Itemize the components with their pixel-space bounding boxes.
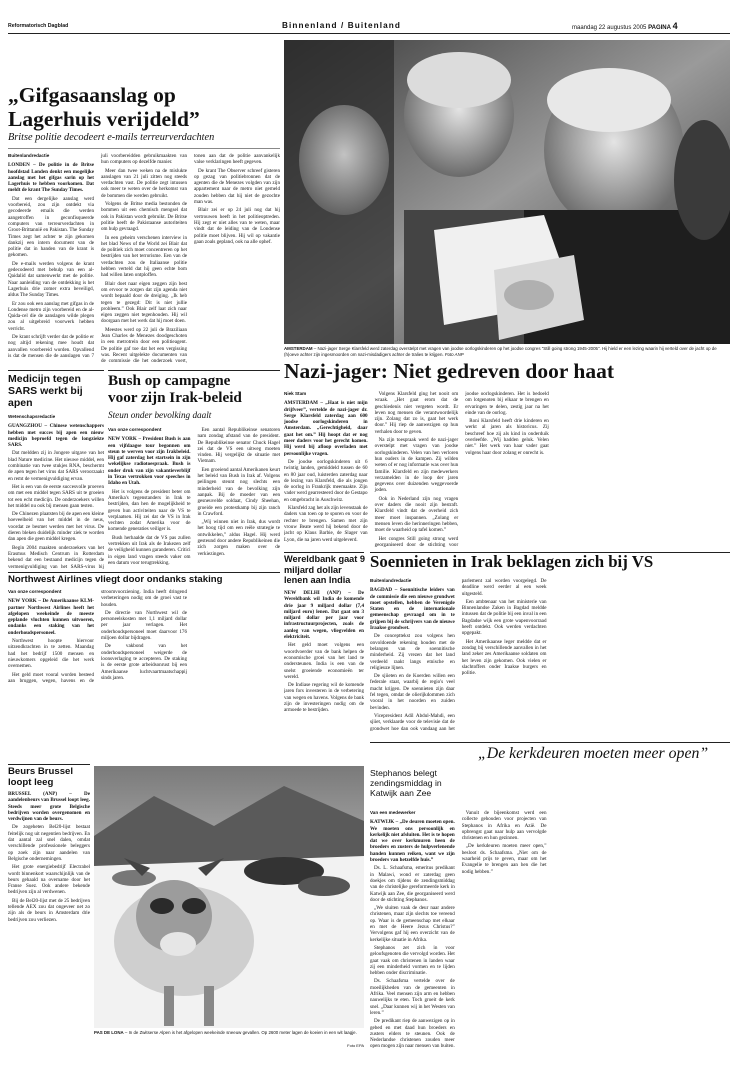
kerk-paragraph: Vanuit de bijeenkomst werd een collecte gehouden voor projecten van Stephanos in Afrika en Azië. De opbrengst gaat naar hulp aan vervolgde christenen en hun gezinnen. [461, 810, 547, 842]
kerk-paragraph: De predikant riep de aanwezigen op in gebed en met daad hun broeders en zusters elders te steunen. Ook de Nederlandse christenen zouden meer open mogen zijn naar mensen van buiten. [370, 1018, 455, 1050]
sars-paragraph: GUANGZHOU – Chinese wetenschappers hebben met succes bij apen een nieuw medicijn beproefd tegen de longziekte SARS. [8, 423, 104, 449]
northwest-headline: Northwest Airlines vliegt door ondanks staking [8, 574, 223, 585]
nazi-paragraph: Na zijn toespraak werd de nazi-jager overstelpt met vragen van joodse oorlogskinderen. Velen van hen verloren hun ouders in de kampen. Zij wilden weten of er nog informatie was over hun familie. Klarsfeld en zijn medewerkers verzamelden in de loop der jaren gegevens over duizenden weggevoerde joden. [374, 437, 459, 494]
header-rule [8, 33, 730, 34]
soennieten-byline: Buitenlandredactie [370, 578, 412, 583]
photo-top-caption [284, 346, 730, 358]
nazi-paragraph: Het congres Still going strong werd georganiseerd door de stichting voor joodse oorlogskinderen. Het is bedoeld om lotgenoten bij elkaar te brengen en ervaringen te delen, zestig jaar na het einde van de oorlog. [374, 391, 549, 548]
lead-paragraph: Meestes werd op 22 juli de Braziliaan Jean Charles de Menezes doodgeschoten in een metrotrein door een politieagent. De politie gaf toe dat het een vergissing was. Recent uitgelekte documenten van de commissie die het onderzoek voert, tonen aan dat de politie aanvankelijk valse verklaringen heeft gegeven. [101, 153, 280, 365]
lead-paragraph: Volgens de Britse media bestonden de bommen uit een chemisch mengsel dat ook in Pakistan wordt gebruikt. De Britse politie heeft de Pakistaanse autoriteiten om hulp gevraagd. [101, 201, 187, 233]
kerk-top-rule [370, 742, 730, 743]
bush-headline-line2: voor zijn Irak-beleid [108, 389, 242, 406]
northwest-top-rule [8, 572, 280, 573]
photo-bottom-caption [94, 1030, 364, 1042]
header-paper-name: Reformatorisch Dagblad [8, 23, 69, 29]
sars-paragraph: De Chinezen plaatsten bij de apen een kleine hoeveelheid van het middel in de neus, voordat ze besmet werden met het virus. De dieren bleken duidelijk minder ziek te worden dan apen die geen middel kregen. [8, 511, 104, 543]
nazi-body [284, 391, 730, 549]
india-top-rule [284, 552, 364, 553]
lead-paragraph: Er zou ook een aanslag met gifgas in de Londense metro zijn voorbereid en de al-Qaida-cel die de aanslagen wilde plegen zou al uitgebreid voorwerk hebben verricht. [8, 300, 94, 332]
nazi-paragraph: De joodse oorlogskinderen uit 6 twintig landen, gemiddeld tussen de 60 en 80 jaar oud, luisterden zaterdag naar de lezing van Klarsfeld, die als jongen de oorlog in Frankrijk meemaakte. Zijn vader werd gearresteerd door de Gestapo en omgebracht in Auschwitz. [284, 458, 368, 503]
kerk-paragraph: Ds. L. Schaafsma, emeritus predikant in Malawi, wond er zaterdag geen doekjes om tijdens de zendingsmiddag van de christelijke gereformeerde kerk in Katwijk aan Zee, die georganiseerd werd door de stichting Stephanos. [370, 865, 455, 903]
india-paragraph: Het geld moet volgens een woordvoerder van de bank helpen de economische groei van het land te ondersteunen. India is een van de snelst groeiende economieën ter wereld. [284, 642, 364, 680]
northwest-byline: Van onze correspondent [8, 589, 62, 594]
bush-top-rule [108, 370, 280, 371]
photo-top-caption-text: – Nazi-jager Serge Klarsfeld werd zaterdag overstelpt met vragen van joodse oorlogskinderen op het joodse congres "Still going strong 1945-2005". Hij hield er een lezing waarin hij verteld over de jacht op de (h)oeve achter zijn ingesmoorden om nazi-misdadigers achter de tralies te krijgen. [284, 346, 717, 357]
lead-paragraph: Meer dan twee weken na de mislukte aanslagen van 21 juli zitten nog steeds verdachten vast. De politie zegt intussen ook meer te weten over de herkomst van de bommen die werden gebruikt. [101, 167, 187, 199]
lead-byline: Buitenlandredactie [8, 153, 50, 158]
lead-paragraph: Dat een dergelijke aanslag werd voorbereid, zou zijn ontdekt via gecodeerde emails die werden aangetroffen in geconfisqueerde computers van terreurverdachten in Groot-Brittannië en Pakistan. The Sunday Times zegt het achter te zijn gekomen dankzij een intern document van de politie dat in handen van de krant is gekomen. [8, 195, 94, 259]
kerk-headline: „De kerkdeuren moeten meer open” [478, 745, 709, 762]
nazi-paragraph: Klarsfeld zag het als zijn levenstaak de daders van toen op te sporen en voor de rechter te brengen. Samen met zijn vrouw Beate werd hij bekend door de jacht op Klaus Barbie, de Slager van Lyon, die na jaren werd uitgeleverd. [284, 505, 368, 543]
beurs-top-rule [8, 764, 90, 765]
bush-byline: Van onze correspondent [108, 427, 162, 432]
lead-paragraph: De krant The Observer schreef gisteren op gezag van politiebronnen dat de agenten die de Menezes volgden van zijn appartement naar de metro niet gemeld zouden hebben dat hij niet de gezochte man was. [194, 167, 280, 206]
lead-paragraph: LONDEN – De politie in de Britse hoofdstad Londen denkt een mogelijke aanslag met het gifgas sarin op het Lagerhuis te hebben voorkomen. Dat meldt de krant The Sunday Times. [8, 162, 94, 194]
nazi-byline: Niek Stam [284, 391, 307, 396]
kerk-paragraph: Ds. Schaafsma vertelde over de moeilijkheden van de gemeenten in Afrika. Veel mensen zijn arm en hebben nauwelijks te eten. Toch groeit de kerk snel. „Daar kunnen wij in het Westen van leren.” [370, 978, 455, 1016]
kerk-paragraph: Stephanos zet zich in voor geloofsgenoten die vervolgd worden. Het gaat vaak om christenen in landen waar zij een minderheid vormen en te lijden hebben onder discriminatie. [370, 944, 455, 977]
beurs-headline-line1: Beurs Brussel [8, 766, 74, 777]
photo-top-credit: Foto ANP [444, 351, 464, 357]
photo-bottom-caption-label: PAS DE LONA [94, 1030, 124, 1035]
kerk-paragraph: „We sluiten vaak de deur naar andere christenen, maar zijn slechts toe vereend op. Waar is de gemeenschap met elkaar en met de Heere Jezus Christus?” Vervolgens gaf hij een overzicht van de kerkelijke situatie in Afrika. [370, 905, 455, 943]
northwest-paragraph: De vakbond van het onderhoudspersoneel weigerde de loonsverlaging te accepteren. De staking is de eerste grote arbeidsonrust bij een Amerikaanse luchtvaartmaatschappij sinds jaren. [101, 643, 187, 681]
northwest-paragraph: Northwest hoopte hiervoor uitzendkrachten in te zetten. Maandag had het bedrijf 1500 mensen en nieuwkomers opgeleid die het werk overnemen. [8, 638, 94, 670]
soennieten-paragraph: De sjiieten en de Koerden willen een federale staat, waarbij de regio's veel macht krijgen. De soennieten zijn daar fel tegen, omdat de olierijkdommen zich vooral in het noorden en zuiden bevinden. [370, 673, 455, 711]
sars-paragraph: Het is een van de eerste succesvolle proeven om met een middel tegen SARS uit te groeien tot een echt medicijn. De onderzoekers willen het middel nu ook bij mensen gaan testen. [8, 483, 104, 509]
bush-subhead: Steun onder bevolking daalt [108, 410, 212, 420]
photo-nazi-hunter [284, 40, 730, 344]
lead-paragraph: Blair doet naar eigen zeggen zijn best om ervoor te zorgen dat zijn agenda niet wordt bepaald door de dreiging. „Ik heb tegen te gezegd: Dit is niet jullie probleem.” Ook Blair zelf laat zich naar eigen zeggen niet tegenhouden. Hij wil doorgaan met het werk dat hij moet doen. [101, 280, 187, 325]
header-page-label: PAGINA [648, 25, 671, 31]
sars-headline: Medicijn tegen SARS werkt bij apen [8, 373, 83, 410]
northwest-body [8, 589, 280, 689]
lead-paragraph: De krant schrijft verder dat de politie er nog altijd rekening mee houdt dat aanvallen voorbereid worden. Opvallend is dat de mensen die de aanslagen van 7 juli voorbereidden gebruikmaakten van hun computers op dezelfde manier. [8, 153, 187, 359]
soennieten-paragraph: Een ambtenaar van het ministerie van Binnenlandse Zaken in Bagdad meldde intussen dat de politie bij een inval in een Bagdadse wijk een grote wapenvoorraad heeft ontdekt. Ook werden verdachten opgepakt. [461, 598, 547, 637]
soennieten-body [370, 578, 730, 738]
kerk-byline: Van een medewerker [370, 810, 416, 815]
bush-paragraph: Het is volgens de president beter om Amerika's tegenstanders in Irak te bestrijden, dan hen de mogelijkheid te geven hun activiteiten naar de VS te verplaatsen. Hij zei dat de VS in Irak vechten zodat Amerika voor de komende generaties veiliger is. [108, 488, 191, 533]
nazi-paragraph: Roni Klarsfeld heeft drie kinderen en werkt al jaren als historicus. Zij beschreef hoe zij als kind in onderduik overleefde. „Wij hadden geluk. Velen niet.” Het werk van haar vader gaat volgens haar door zolang er onrecht is. [465, 418, 549, 456]
nazi-paragraph: Ook in Nederland zijn nog vragen over daders die nooit zijn bestraft. Klarsfeld vindt dat de overheid zich meer moet inspannen. „Zolang er mensen leven die herinneringen hebben, moet de waarheid op tafel komen.” [374, 495, 459, 534]
beurs-paragraph: Het grote energiebedrijf Electrabel wordt binnenkort waarschijnlijk van de beurs gehaald na overname door het Franse Suez. Ook andere bekende bedrijven zijn al verdwenen. [8, 864, 90, 896]
lead-body [8, 153, 280, 365]
photo-cows-image [94, 766, 364, 1028]
photo-top-caption-label: AMSTERDAM [284, 346, 313, 351]
sars-paragraph: Begin 2004 maakten onderzoekers van het Erasmus Medisch Centrum in Rotterdam bekend dat een bestaand medicijn tegen de vermenigvuldiging van het SARS-virus bij [8, 544, 104, 569]
northwest-paragraph: NEW YORK – De Amerikaanse KLM-partner Northwest Airlines heeft het afgelopen weekeinde de meeste geplande vluchten kunnen uitvoeren, ondanks een staking van het onderhoudspersoneel. [8, 598, 94, 636]
photo-bottom-credit: Foto EPA [347, 1043, 364, 1048]
soennieten-paragraph: BAGDAD – Soennitische leiders van de commissie die een nieuwe grondwet moet opstellen, hebben de Verenigde Staten en de internationale gemeenschap gevraagd om in te grijpen bij de schrijvers van de nieuwe Iraakse grondwet. [370, 587, 455, 632]
photo-cows [94, 766, 364, 1028]
bush-paragraph: Een groeiend aantal Amerikanen keurt het beleid van Bush in Irak af. Volgens peilingen steunt nog slechts een minderheid van de bevolking zijn aanpak. Bij de moeder van een gesneuvelde soldaat, Cindy Sheehan, groeide een protestkamp bij zijn ranch in Crawford. [197, 466, 280, 517]
header-page-number: 4 [672, 21, 678, 31]
bush-body [108, 427, 280, 569]
lead-paragraph: In een geheim verschenen interview in het blad News of the World zei Blair dat de politiek zich moet concentreren op het bestrijden van het terrorisme. Een van de verdachten zou de Italiaanse politie hebben verteld dat hij geen echte bom had willen laten ontploffen. [101, 234, 187, 279]
bush-paragraph: Een aantal Republikeinse senatoren nam zondag afstand van de president. De Republikeinse senator Chuck Hagel zei dat de VS een uitweg moeten vinden. Hij vergelijkt de situatie met Vietnam. [197, 427, 280, 465]
header-section: Binnenland / Buitenland [282, 21, 402, 30]
beurs-paragraph: Bij de Bel20-lijst met de 25 bedrijven tellende AEX zou dat ongeveer net zo zijn als de beurs in Amsterdam drie bedrijven zou verliezen. [8, 897, 90, 923]
lead-sub-rule [8, 148, 280, 149]
kerk-body [370, 810, 730, 1060]
sars-body [8, 414, 104, 569]
nazi-paragraph: Volgens Klarsfeld ging het nooit om wraak. „Het gaat erom dat de geschiedenis niet vergeten wordt. Er leven nog mensen die verantwoordelijk zijn. Zolang dat zo is, gaat het werk door.” Hij riep de aanwezigen op hun verhalen door te geven. [374, 391, 459, 435]
bush-paragraph: Bush herhaalde dat de VS pas zullen vertrekken uit Irak als de Irakezen zelf de veiligheid kunnen garanderen. Critici in eigen land vragen steeds vaker om een datum voor terugtrekking. [108, 534, 191, 566]
soennieten-paragraph: Vicepresident Adil Abdul-Mahdi, een sjiiet, verklaarde voor de televisie dat de grondwet hoe dan ook vandaag aan het parlement zal worden voorgelegd. De deadline werd eerder al een week uitgesteld. [370, 578, 547, 732]
india-paragraph: NEW DELHI (ANP) – De Wereldbank wil India de komende drie jaar 9 miljard dollar (7,4 miljard euro) lenen. Dat gaat om 3 miljard dollar per jaar voor infrastructuurprojecten, zoals de aanleg van wegen, vliegvelden en elektriciteit. [284, 590, 364, 641]
beurs-headline-line2: loopt leeg [8, 777, 54, 788]
lead-paragraph: Blair zei er op 24 juli nog dat hij vertrouwen heeft in het politieoptreden. Hij zegt er niet alles van te weten, maar vindt dat de leiding van de Londense politie moet blijven. Hij wil op vakantie gaan zoals gepland, ook na alle ophef. [194, 207, 280, 245]
sars-top-rule [8, 370, 104, 371]
sars-byline: Wetenschapsredactie [8, 414, 56, 419]
bush-headline-line1: Bush op campagne [108, 372, 231, 389]
bush-paragraph: NEW YORK – President Bush is aan een vijfdaagse tour begonnen om steun te werven voor zijn Irakbeleid. Hij gaf zaterdag het startsein in zijn wekelijkse radiotoespraak. Bush is onder druk van zijn vakantieverblijf in Texas vertrokken voor speeches in Idaho en Utah. [108, 436, 191, 487]
sars-paragraph: Dat meldden zij in Jongere uitgave van het blad Nature medicine. Het nieuwe middel, een combinatie van twee stukjes RNA, beschermt de apen tegen het virus dat SARS veroorzaakt en remt de vermenigvuldiging ervan. [8, 450, 104, 482]
kerk-subheadline: Stephanos belegt zendingsmiddag in Katwijk aan Zee [370, 768, 442, 799]
beurs-paragraph: De zogeheten Bel20-lijst bestaat feitelijk nog uit negentien bedrijven. En dat aantal zal snel dalen, omdat verschillende professionele beleggers op zoek zijn naar aandelen van Belgische ondernemingen. [8, 824, 90, 862]
beurs-headline [8, 766, 94, 788]
lead-subhead: Britse politie decodeert e-mails terreurverdachten [8, 132, 215, 143]
nazi-headline: Nazi-jager: Niet gedreven door haat [284, 359, 614, 383]
lead-headline-line2: Lagerhuis verijdeld” [8, 106, 200, 131]
nazi-paragraph: AMSTERDAM – „Haat is niet mijn drijfveer”, vertelde de nazi-jager dr. Serge Klarsfeld zaterdag aan 600 joodse oorlogskinderen in Amsterdam. „Gerechtigheid, daar gaat het om.” Hij hoopt dat er nog meer daders voor het gerecht komen. Hij werd bij afloop overladen met persoonlijke vragen. [284, 400, 368, 457]
photo-nazi-hunter-image [284, 40, 730, 344]
beurs-body [8, 791, 90, 1061]
bush-paragraph: „Wij winnen niet in Irak, dus wordt het hoog tijd om een reële strategie te ontwikkelen,” aldus Hagel. Hij werd gesteund door andere Republikeinen die zich zorgen maken over de verkiezingen. [197, 519, 280, 557]
lead-headline [8, 84, 284, 131]
header-date-block [572, 21, 736, 31]
kerk-paragraph: KATWIJK – „De deuren moeten open. We moeten ons persoonlijk en kerkelijk niet afsluiten. Het is te hopen dat we over kerkmuren heen de broeders en zusters de hulpverlenende handen kunnen reiken, want we zijn broeders van hetzelfde huis.” [370, 819, 455, 864]
india-body [284, 590, 364, 740]
northwest-paragraph: De directie van Northwest wil de personeelskosten met 1,1 miljard dollar per jaar verlagen. Het onderhoudspersoneel moet daarvoor 176 miljoen dollar bijdragen. [101, 609, 187, 642]
lead-paragraph: De e-mails werden volgens de krant gedecodeerd met behulp van een al-Qaidalid dat samenwerkt met de politie. Naar aanleiding van de ontdekking is het Lagerhuis drie zomer extra beveiligd, aldus The Sunday Times. [8, 260, 94, 299]
soennieten-paragraph: De concepttekst zou volgens hen onvoldoende rekening houden met de belangen van de soennitische minderheid. Zij vrezen dat het land verdeeld raakt langs etnische en religieuze lijnen. [370, 633, 455, 671]
lead-headline-line1: „Gifgasaanslag op [8, 84, 176, 107]
soennieten-paragraph: Het Amerikaanse leger meldde dat er zondag bij verschillende aanvallen in het land zeker zes Amerikaanse soldaten om het leven zijn gekomen. Ook vielen er slachtoffers onder Iraakse burgers en politie. [461, 638, 547, 677]
soennieten-headline: Soennieten in Irak beklagen zich bij VS [370, 552, 654, 571]
india-headline: Wereldbank gaat 9 miljard dollar lenen aan India [284, 554, 366, 586]
bush-headline [108, 372, 284, 406]
photo-bottom-caption-text: – In de Zwitserse Alpen is het afgelopen weekeinde sneeuw gevallen. Op 2600 meter lagen de koeien in een wit laagje. [124, 1030, 357, 1035]
kerk-paragraph: „De kerkdeuren moeten meer open,” besloot ds. Schaafsma. „Niet om de waarheid prijs te geven, maar om het Evangelie te brengen aan hen die het nodig hebben.” [461, 843, 547, 875]
beurs-paragraph: BRUSSEL (ANP) – De aandelenbeurs van Brussel loopt leeg. Steeds meer grote Belgische bedrijven worden overgenomen en verdwijnen van de beurs. [8, 791, 90, 823]
northwest-paragraph: Het geld moet vooral worden besteed aan bruggen, wegen, havens en de stroomvoorziening. India heeft dringend verbeteringen nodig om de groei vast te houden. [8, 589, 187, 684]
header-date: maandag 22 augustus 2005 [572, 25, 647, 31]
india-paragraph: De Indiase regering wil de komende jaren fors investeren in de verbetering van wegen en havens. Volgens de bank zijn de investeringen nodig om de armoede te bestrijden. [284, 682, 364, 714]
